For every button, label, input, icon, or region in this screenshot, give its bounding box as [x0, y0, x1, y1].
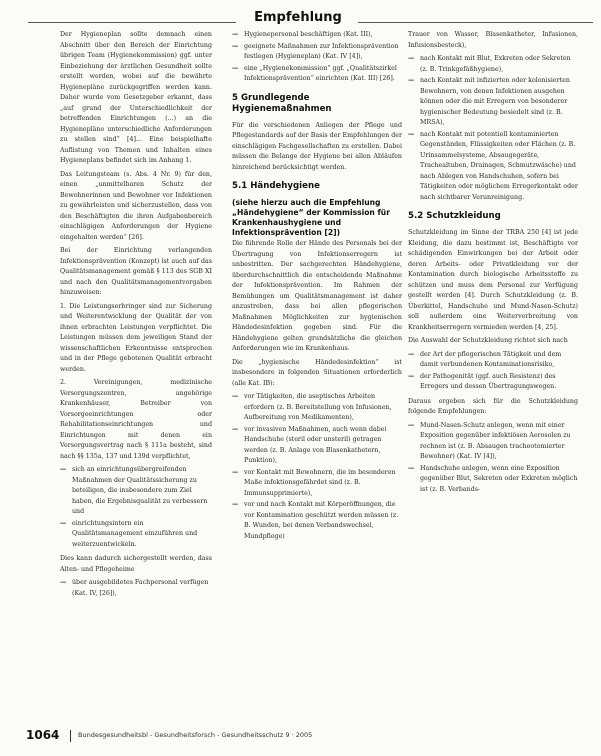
paragraph: Die „hygienische Händedesinfektion“ ist insbesondere in folgenden Situationen erforderlich (alle Kat. IB):	[232, 358, 402, 387]
bullet-item: — Hygienepersonal beschäftigen (Kat. III),	[232, 30, 402, 41]
bullet-list	[232, 392, 402, 542]
paragraph: Schutzkleidung im Sinne der TRBA 250 [4] ist jede Kleidung, die dazu bestimmt ist, Beschäftigte vor schädigenden Einwirkungen bei der Arbeit oder deren Arbeits- oder Privatkleidung vor der Kontamination durch biologische Arbeitsstoffe zu schützen und muss dem Personal zur Verfügung gestellt werden [4]. Durch Schutzkleidung (z. B. Überkittel, Handschuhe und Mund-Nasen-Schutz) soll außerdem eine Weiterverbreitung von Krankheitserregern vermieden werden [4, 25].	[408, 229, 578, 331]
paragraph: Das Leitungsteam (s. Abs. 4 Nr. 9) für den, einen „unmittelbaren Schutz der Bewohnerinnen und Bewohner vor Infektionen zu gewährleisten und sicherzustellen, dass von den Beschäftigten die ihren Aufgabenbereich einschlägigen Anforderungen der Hygiene eingehalten werden“ [26].	[60, 170, 212, 241]
running-header	[28, 8, 593, 30]
bullet-item: — vor Tätigkeiten, die aseptisches Arbeiten erfordern (z. B. Bereitstellung von Infusionen, Aufbereitung von Medikamenten),	[232, 392, 402, 424]
bullet-item: — Mund-Nasen-Schutz anlegen, wenn mit einer Exposition gegenüber infektiösen Aerosolen zu rechnen ist (z. B. Absaugen tracheotomierter Bewohner) (Kat. IV [4]),	[408, 421, 578, 463]
paragraph: Dies kann dadurch sichergestellt werden, dass Alten- und Pflegeheime	[60, 555, 212, 573]
footer-divider	[70, 730, 71, 742]
text-column-1	[60, 30, 212, 603]
bullet-item: — sich an einrichtungsübergreifenden Maßnahmen der Qualitätssicherung zu beteiligen, die insbesondere zum Ziel haben, die Ergebnisqualität zu verbessern und	[60, 465, 212, 518]
bullet-item: — vor invasiven Maßnahmen, auch wenn dabei Handschuhe (steril oder unsteril) getragen werden (z. B. Anlage von Blasenkathetern, Punktion),	[232, 425, 402, 467]
paragraph: Die Auswahl der Schutzkleidung richtet sich nach	[408, 337, 568, 344]
paragraph: Trauer von Wasser, Blasenkatheter, Infusionen, Infusionsbesteck),	[408, 31, 578, 49]
section-heading: 5 Grundlegende Hygienemaßnahmen	[232, 92, 332, 114]
bullet-item: — nach Kontakt mit potentiell kontaminierten Gegenständen, Flüssigkeiten oder Flächen (z. B. Urinsammelsysteme, Absaugegeräte, Trachealtuben, Drainagen, Schmutzwäsche) und nach Ablegen von Handschuhen, sofern bei Tätigkeiten oder möglichem Erregerkontakt oder nach sichtbarer Verunreinigung.	[408, 130, 578, 204]
paragraph: Daraus ergeben sich für die Schutzkleidung folgende Empfehlungen:	[408, 397, 578, 415]
paragraph: Bei der Einrichtung verlangenden Infektionsprävention (Konzept) ist auch auf das Qualitätsmanagement gemäß § 113 des SGB XI und nach den Qualitätsmanagementvorgaben hinzuweisen:	[60, 247, 212, 296]
bullet-item: — der Art der pflegerischen Tätigkeit und dem damit verbundenen Kontaminationsrisiko,	[408, 350, 578, 371]
paragraph: Der Hygieneplan sollte demnach einen Abschnitt über den Bereich der Einrichtung übrigen Team (Hygienekommission) ggf. unter Einbeziehung der ärztlichen Gesundheit sollte erstellt werden, wobei auf die bewährte Hygienepläne zurückgegriffen werden kann. Daher wurde vom Gesetzgeber erkannt, dass „auf grund der Unterschiedlichkeit der betreffenden Einrichtungen (...) an die Hygienepläne unterschiedliche Anforderungen zu stellen sind“ [4]... Eine beispielhafte Auflistung von Themen und Inhalten eines Hygieneplans befindet sich im Anhang 1.	[60, 31, 212, 164]
bullet-list	[408, 350, 578, 393]
bullet-list	[232, 30, 402, 85]
paragraph: 2. Vereinigungen, medizinische Versorgungszentren, angehörige Krankenhäuser, Betreiber von Vorsorgeeinrichtungen oder Rehabilitationseinrichtungen und Einrichtungen mit denen ein Versorgungsvertrag nach § 111a besteht, sind nach §§ 135a, 137 und 139d verpflichtet,	[60, 379, 212, 460]
bullet-list	[408, 421, 578, 496]
section-heading: (siehe hierzu auch die Empfehlung „Händehygiene“ der Kommission für Krankenhaushygiene und Infektionsprävention [2])	[232, 198, 390, 237]
page-footer	[26, 728, 591, 744]
bullet-item: — vor Kontakt mit Bewohnern, die im besonderen Maße infektionsgefährdet sind (z. B. Immunsupprimierte),	[232, 468, 402, 500]
text-column-3	[408, 30, 578, 499]
bullet-item: — einrichtungsintern ein Qualitätsmanagement einzuführen und weiterzuentwickeln.	[60, 519, 212, 551]
paragraph: 1. Die Leistungserbringer sind zur Sicherung und Weiterentwicklung der Qualität der von ihnen erbrachten Leistungen verpflichtet. Die Leistungen müssen dem jeweiligen Stand der wissenschaftlichen Erkenntnisse entsprechen und in der Pflege gebotenen Qualität erbracht werden.	[60, 302, 212, 373]
header-rule-left	[28, 22, 236, 23]
bullet-list	[60, 465, 212, 550]
bullet-item: — vor und nach Kontakt mit Körperöffnungen, die vor Kontamination geschützt werden müssen (z. B. Wunden, bei denen Verbandswechsel, Mundpflege)	[232, 500, 402, 542]
bullet-item: — nach Kontakt mit Blut, Exkreten oder Sekreten (z. B. Trinkgefäßhygiene),	[408, 54, 578, 75]
section-title: Empfehlung	[254, 10, 342, 25]
bullet-item: — über ausgebildetes Fachpersonal verfügen (Kat. IV, [26]),	[60, 578, 212, 599]
section-heading: 5.1 Händehygiene	[232, 181, 320, 191]
bullet-item: — nach Kontakt mit infizierten oder kolonisierten Bewohnern, von denen Infektionen ausgehen können oder die mit Erregern von besonderer hygienischer Bedeutung besiedelt sind (z. B. MRSA),	[408, 76, 578, 129]
bullet-item: — eine „Hygienekommission“ ggf. „Qualitätszirkel Infektionsprävention“ einrichten (Kat. III) [26].	[232, 64, 402, 85]
header-rule-right	[358, 22, 593, 23]
bullet-item: — geeignete Maßnahmen zur Infektionsprävention festlegen (Hygieneplan) (Kat. IV [4]),	[232, 42, 402, 63]
bullet-list	[408, 54, 578, 203]
text-column-2	[232, 30, 402, 546]
section-heading: 5.2 Schutzkleidung	[408, 211, 501, 221]
bullet-item: — der Pathogenität (ggf. auch Resistenz) des Erregers und dessen Übertragungswegen.	[408, 372, 578, 393]
bullet-item: — Handschuhe anlegen, wenn eine Exposition gegenüber Blut, Sekreten oder Exkreten möglich ist (z. B. Verbands-	[408, 464, 578, 496]
paragraph: Für die verschiedenen Anliegen der Pflege und Pflegestandards auf der Basis der Empfehlungen der einschlägigen Fachgesellschaften zu erstellen. Dabei müssen die Belange der Hygiene bei allen Abläufen hinreichend berücksichtigt werden.	[232, 121, 402, 171]
journal-citation: Bundesgesundheitsbl - Gesundheitsforsch - Gesundheitsschutz 9 · 2005	[78, 731, 313, 739]
bullet-list	[60, 578, 212, 599]
page-number: 1064	[26, 728, 60, 742]
paragraph: Die führende Rolle der Hände des Personals bei der Übertragung von Infektionserregern ist unbestritten. Der sachgerechten Händehygiene, überdurchschnittlich die entscheidende Maßnahme der Infektionsprävention. Im Rahmen der Bemühungen um Qualitätsmanagement ist daher anzustreben, dass bei allen pflegerischen Maßnahmen Möglichkeiten zur hygienischen Händedesinfektion gegeben sind. Für die Händehygiene gelten grundsätzliche die gleichen Anforderungen wie im Krankenhaus.	[232, 240, 402, 352]
